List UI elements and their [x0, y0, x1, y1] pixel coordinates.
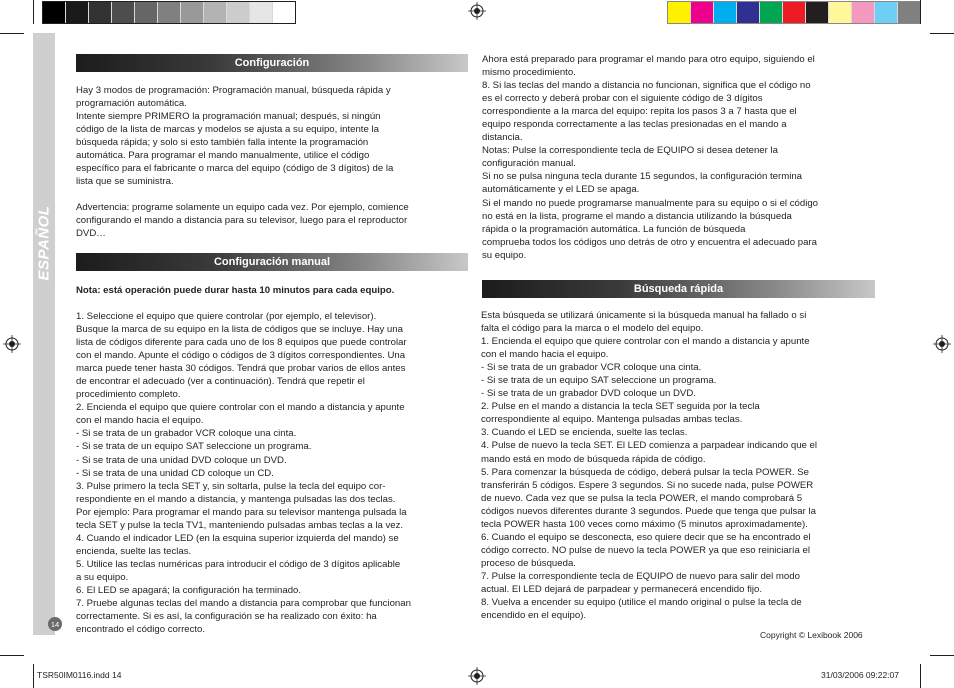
process-swatch	[714, 2, 737, 23]
text-line: actual. El LED dejará de parpadear y permanecerá encendido fijo.	[481, 583, 763, 595]
text-line: programación automática.	[76, 98, 187, 110]
language-sidebar	[33, 33, 55, 635]
section-heading-configuracion-manual: Configuración manual	[76, 253, 468, 271]
section-heading-configuracion: Configuración	[76, 54, 468, 72]
paragraph-gap	[76, 188, 471, 201]
text-line: códigos nuevos diferentes durante 3 segundos. Puede que tenga que pulsar la	[481, 505, 816, 517]
text-line: 5. Utilice las teclas numéricas para introducir el código de 3 dígitos aplicable	[76, 558, 401, 570]
grayscale-swatch	[66, 2, 89, 23]
process-swatch	[760, 2, 783, 23]
text-line: código de la lista de marcas y modelos se ajusta a su equipo, intente la	[76, 124, 379, 136]
text-line: configurando el mando a distancia para su televisor, luego para el reproductor	[76, 215, 408, 227]
text-line: - Si se trata de un equipo SAT seleccione un programa.	[481, 375, 717, 387]
text-line: automática. Para programar el mando manualmente, utilice el código	[76, 150, 370, 162]
grayscale-swatch	[227, 2, 250, 23]
text-line: de encontrar el adecuado (ver a continuación). Tendrá que repetir el	[76, 376, 365, 388]
text-line: específico para el fabricante o marca del equipo (código de 3 dígitos) de la	[76, 163, 394, 175]
text-line: automáticamente y el LED se apaga.	[482, 184, 640, 196]
configuracion-body	[76, 84, 471, 241]
manual-body	[76, 310, 471, 636]
text-line: Busque la marca de su equipo en la lista de códigos que se incluye. Hay una	[76, 324, 403, 336]
page-number: 14	[48, 617, 62, 631]
text-line: transferirán 5 códigos. Espere 3 segundos. Si no sucede nada, pulse POWER	[481, 479, 814, 491]
grayscale-swatch	[112, 2, 135, 23]
text-line: configuración manual.	[482, 158, 576, 170]
busqueda-rapida-body	[481, 309, 876, 622]
text-line: falta el código para la marca o el modelo del equipo.	[481, 323, 704, 335]
crop-mark	[0, 33, 24, 34]
manual-note-text: Nota: está operación puede durar hasta 10 minutos para cada equipo.	[76, 285, 395, 296]
text-line: DVD…	[76, 228, 106, 240]
section-heading-busqueda-rapida: Búsqueda rápida	[482, 280, 875, 298]
text-line: - Si se trata de un grabador VCR coloque una cinta.	[481, 362, 702, 374]
crop-mark	[33, 664, 34, 688]
text-line: 1. Seleccione el equipo que quiere controlar (por ejemplo, el televisor).	[76, 311, 377, 322]
text-line: respondiente en el mando a distancia, y mantenga pulsadas las dos teclas.	[76, 493, 396, 505]
text-line: encienda, suelte las teclas.	[76, 545, 192, 557]
text-line: 1. Encienda el equipo que quiere controlar con el mando a distancia y apunte	[481, 336, 810, 348]
process-swatch	[875, 2, 898, 23]
text-line: código correcto. NO pulse de nuevo la tecla POWER ya que eso reiniciaría el	[481, 544, 811, 556]
text-line: encontrado el código correcto.	[76, 624, 206, 636]
text-line: distancia.	[482, 132, 523, 144]
grayscale-swatch	[158, 2, 181, 23]
text-line: 7. Pruebe algunas teclas del mando a distancia para comprobar que funcionan	[76, 598, 411, 610]
text-line: 8. Vuelva a encender su equipo (utilice el mando original o pulse la tecla de	[481, 597, 802, 609]
text-line: correspondiente al equipo. Mantenga pulsadas ambas teclas.	[481, 414, 743, 426]
text-line: lista que se suministra.	[76, 176, 174, 188]
text-line: Si no se pulsa ninguna tecla durante 15 segundos, la configuración termina	[482, 171, 803, 183]
text-line: rápida o la programación automática. La función de búsqueda	[482, 223, 746, 235]
text-line: Intente siempre PRIMERO la programación manual; después, si ningún	[76, 111, 381, 123]
text-line: 6. Cuando el equipo se desconecta, eso quiere decir que se ha encontrado el	[481, 531, 811, 543]
grayscale-swatch	[181, 2, 204, 23]
text-line: mismo procedimiento.	[482, 67, 576, 79]
right-top-body	[482, 53, 877, 262]
text-line: lista de códigos diferente para cada uno de los 8 equipos que puede controlar	[76, 337, 407, 349]
text-line: 3. Pulse primero la tecla SET y, sin soltarla, pulse la tecla del equipo cor-	[76, 480, 386, 492]
grayscale-swatch	[89, 2, 112, 23]
text-line: tecla SET y pulse la tecla TV1, manteniendo pulsadas ambas teclas a la vez.	[76, 519, 404, 531]
text-line: - Si se trata de un grabador DVD coloque un DVD.	[481, 388, 696, 400]
text-line: Hay 3 modos de programación: Programación manual, búsqueda rápida y	[76, 85, 391, 96]
process-swatch	[691, 2, 714, 23]
text-line: 4. Cuando el indicador LED (en la esquina superior izquierda del mando) se	[76, 532, 399, 544]
text-line: marca puede tener hasta 30 códigos. Tendrá que probar varios de ellos antes	[76, 363, 406, 375]
language-label: ESPAÑOL	[35, 205, 53, 281]
text-line: con el mando hacia el equipo.	[76, 415, 204, 427]
crop-mark	[33, 0, 34, 24]
grayscale-swatch	[273, 2, 295, 23]
registration-mark-icon	[468, 667, 486, 685]
text-line: no está en la lista, programe el mando a distancia utilizando la búsqueda	[482, 210, 792, 222]
registration-mark-icon	[933, 335, 951, 353]
process-swatch	[737, 2, 760, 23]
process-swatch	[829, 2, 852, 23]
registration-mark-icon	[3, 335, 21, 353]
text-line: 5. Para comenzar la búsqueda de código, deberá pulsar la tecla POWER. Se	[481, 466, 809, 478]
text-line: su equipo.	[482, 249, 527, 261]
text-line: - Si se trata de una unidad DVD coloque un DVD.	[76, 454, 287, 466]
text-line: de nuevo. Cada vez que se pulsa la tecla POWER, el mando comprobará 5	[481, 492, 803, 504]
text-line: correctamente. Si es así, la configuración se ha realizado con éxito: ha	[76, 611, 377, 623]
text-line: comprueba todos los códigos uno detrás de otro y encuentra el adecuado para	[482, 236, 817, 248]
text-line: Advertencia: programe solamente un equipo cada vez. Por ejemplo, comience	[76, 202, 409, 214]
process-swatch	[806, 2, 829, 23]
grayscale-swatch	[250, 2, 273, 23]
crop-mark	[0, 655, 24, 656]
text-line: 8. Si las teclas del mando a distancia no funcionan, significa que el código no	[482, 80, 811, 92]
text-line: Si el mando no puede programarse manualmente para su equipo o si el código	[482, 197, 818, 209]
text-line: encendido en el equipo).	[481, 610, 587, 622]
text-line: 2. Pulse en el mando a distancia la tecla SET seguida por la tecla	[481, 401, 760, 413]
text-line: Esta búsqueda se utilizará únicamente si la búsqueda manual ha fallado o si	[481, 310, 807, 321]
file-name: TSR50IM0116.indd 14	[37, 670, 122, 680]
text-line: Por ejemplo: Para programar el mando para su televisor mantenga pulsada la	[76, 506, 407, 518]
text-line: correspondiente a la marca del equipo: repita los pasos 3 a 7 hasta que el	[482, 106, 797, 118]
process-swatch	[852, 2, 875, 23]
crop-mark	[930, 655, 954, 656]
print-datetime: 31/03/2006 09:22:07	[821, 670, 899, 680]
text-line: es el correcto y deberá probar con el siguiente código de 3 dígitos	[482, 93, 763, 105]
grayscale-swatch	[204, 2, 227, 23]
text-line: búsqueda rápida; y solo si esto también falla intente la programación	[76, 137, 369, 149]
text-line: Notas: Pulse la correspondiente tecla de EQUIPO si desea detener la	[482, 145, 778, 157]
text-line: 4. Pulse de nuevo la tecla SET. El LED comienza a parpadear indicando que el	[481, 440, 817, 452]
text-line: - Si se trata de un grabador VCR coloque una cinta.	[76, 428, 297, 440]
text-line: - Si se trata de un equipo SAT seleccione un programa.	[76, 441, 312, 453]
crop-mark	[930, 33, 954, 34]
grayscale-swatch	[135, 2, 158, 23]
text-line: con el mando hacia el equipo.	[481, 349, 609, 361]
process-swatch	[668, 2, 691, 23]
text-line: con el mando. Apunte el código o códigos de 3 dígitos correspondientes. Una	[76, 350, 406, 362]
text-line: proceso de búsqueda.	[481, 557, 576, 569]
process-color-bar	[667, 1, 921, 24]
text-line: 3. Cuando el LED se encienda, suelte las teclas.	[481, 427, 688, 439]
copyright-text: Copyright © Lexibook 2006	[760, 630, 863, 640]
text-line: mando está en modo de búsqueda rápida de código.	[481, 453, 706, 465]
registration-mark-icon	[468, 2, 486, 20]
text-line: 2. Encienda el equipo que quiere controlar con el mando a distancia y apunte	[76, 402, 405, 414]
text-line: 6. El LED se apagará; la configuración ha terminado.	[76, 584, 302, 596]
text-line: - Si se trata de una unidad CD coloque un CD.	[76, 467, 274, 479]
text-line: a su equipo.	[76, 571, 129, 583]
text-line: Ahora está preparado para programar el mando para otro equipo, siguiendo el	[482, 54, 815, 65]
process-swatch	[783, 2, 806, 23]
text-line: procedimiento completo.	[76, 389, 181, 401]
manual-note	[76, 284, 471, 297]
process-swatch	[898, 2, 920, 23]
grayscale-swatch	[43, 2, 66, 23]
text-line: tecla POWER hasta 100 veces como máximo (5 minutos aproximadamente).	[481, 518, 808, 530]
grayscale-color-bar	[42, 1, 296, 24]
crop-mark	[920, 0, 921, 24]
text-line: equipo responda correctamente a las teclas presionadas en el mando a	[482, 119, 787, 131]
crop-mark	[920, 664, 921, 688]
text-line: 7. Pulse la correspondiente tecla de EQUIPO de nuevo para salir del modo	[481, 570, 800, 582]
